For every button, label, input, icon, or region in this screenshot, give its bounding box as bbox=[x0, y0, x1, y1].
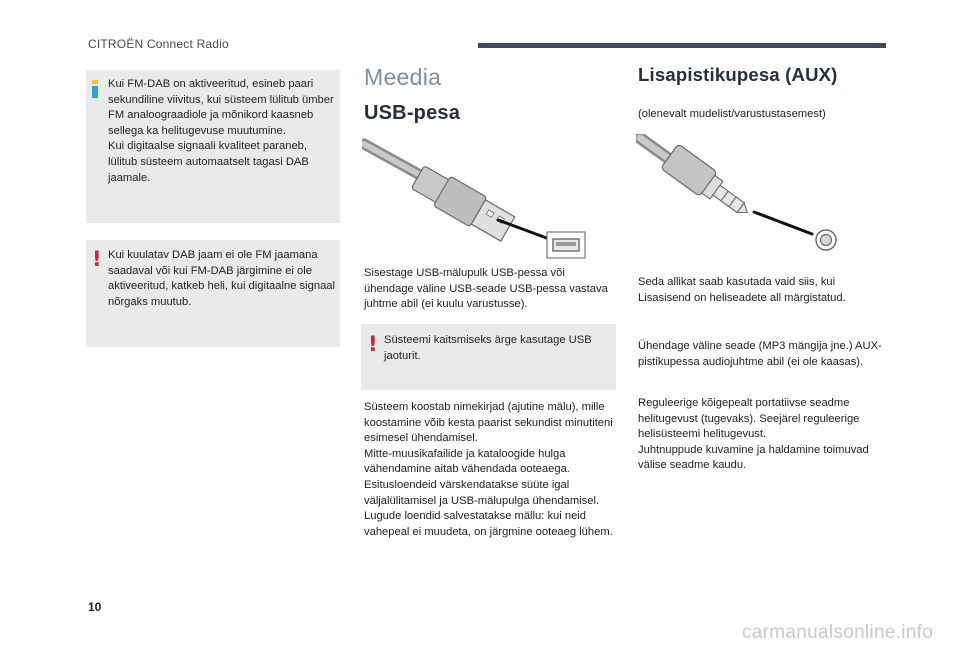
aux-paragraph-1: Seda allikat saab kasutada vaid siis, kui Lisasisend on heliseadete all märgistatud. bbox=[638, 276, 846, 304]
aux-note: (olenevalt mudelist/varustustasemest) bbox=[638, 108, 826, 120]
info-box-text: Kui FM-DAB on aktiveeritud, esineb paari sekundiline viivitus, kui süsteem lülitub ümber FM analoograadiole ja mõnikord kaasneb sellega ka helitugevuse muutumine. Kui digitaalse signaali kvaliteet paraneb, lülitub süsteem automaatselt tagasi DAB jaamale. bbox=[108, 78, 334, 184]
page-number: 10 bbox=[88, 600, 102, 614]
aux-paragraph-2: Ühendage väline seade (MP3 mängija jne.) AUX-pistikupessa audiojuhtme abil (ei ole kaasas). bbox=[638, 340, 882, 368]
subsection-title-usb: USB-pesa bbox=[364, 102, 461, 124]
header-bar bbox=[478, 43, 886, 48]
info-icon bbox=[92, 80, 98, 98]
section-title-aux: Lisapistikupesa (AUX) bbox=[638, 64, 838, 85]
aux-illustration bbox=[636, 134, 846, 252]
warning-icon: ! bbox=[368, 332, 378, 356]
section-title-meedia: Meedia bbox=[364, 64, 442, 90]
usb-paragraph-2: Süsteem koostab nimekirjad (ajutine mälu), mille koostamine võib kesta paarist sekundist minutiteni esimesel ühendamisel. Mitte-muusikafailide ja kataloogide hulga vähendamine aitab vähendada ooteaega. Esitusloendeid värskendatakse süüte igal väljalülitamisel ja USB-mälupulga ühendamisel. Lugude loendid salvestatakse mällu: kui neid vahepeal ei muudeta, on järgmine ooteaeg lühem. bbox=[364, 401, 613, 538]
usb-illustration bbox=[362, 136, 594, 262]
watermark: carmanualsonline.info bbox=[742, 622, 934, 643]
usb-warning-text: Süsteemi kaitsmiseks ärge kasutage USB jaoturit. bbox=[384, 334, 592, 362]
warning-icon: ! bbox=[92, 247, 102, 271]
header-title: CITROËN Connect Radio bbox=[88, 37, 229, 51]
warning-box-text: Kui kuulatav DAB jaam ei ole FM jaamana saadaval või kui FM-DAB järgimine ei ole aktiveeritud, katkeb heli, kui digitaalne signaal nõrgaks muutub. bbox=[108, 249, 335, 308]
aux-paragraph-3: Reguleerige kõigepealt portatiivse seadme helitugevust (tugevaks). Seejärel reguleerige helisüsteemi helitugevust. Juhtnuppude kuvamine ja haldamine toimuvad välise seadme kaudu. bbox=[638, 397, 869, 472]
usb-paragraph-1: Sisestage USB-mälupulk USB-pessa või ühendage väline USB-seade USB-pessa vastava juhtme abil (ei kuulu varustusse). bbox=[364, 267, 608, 311]
